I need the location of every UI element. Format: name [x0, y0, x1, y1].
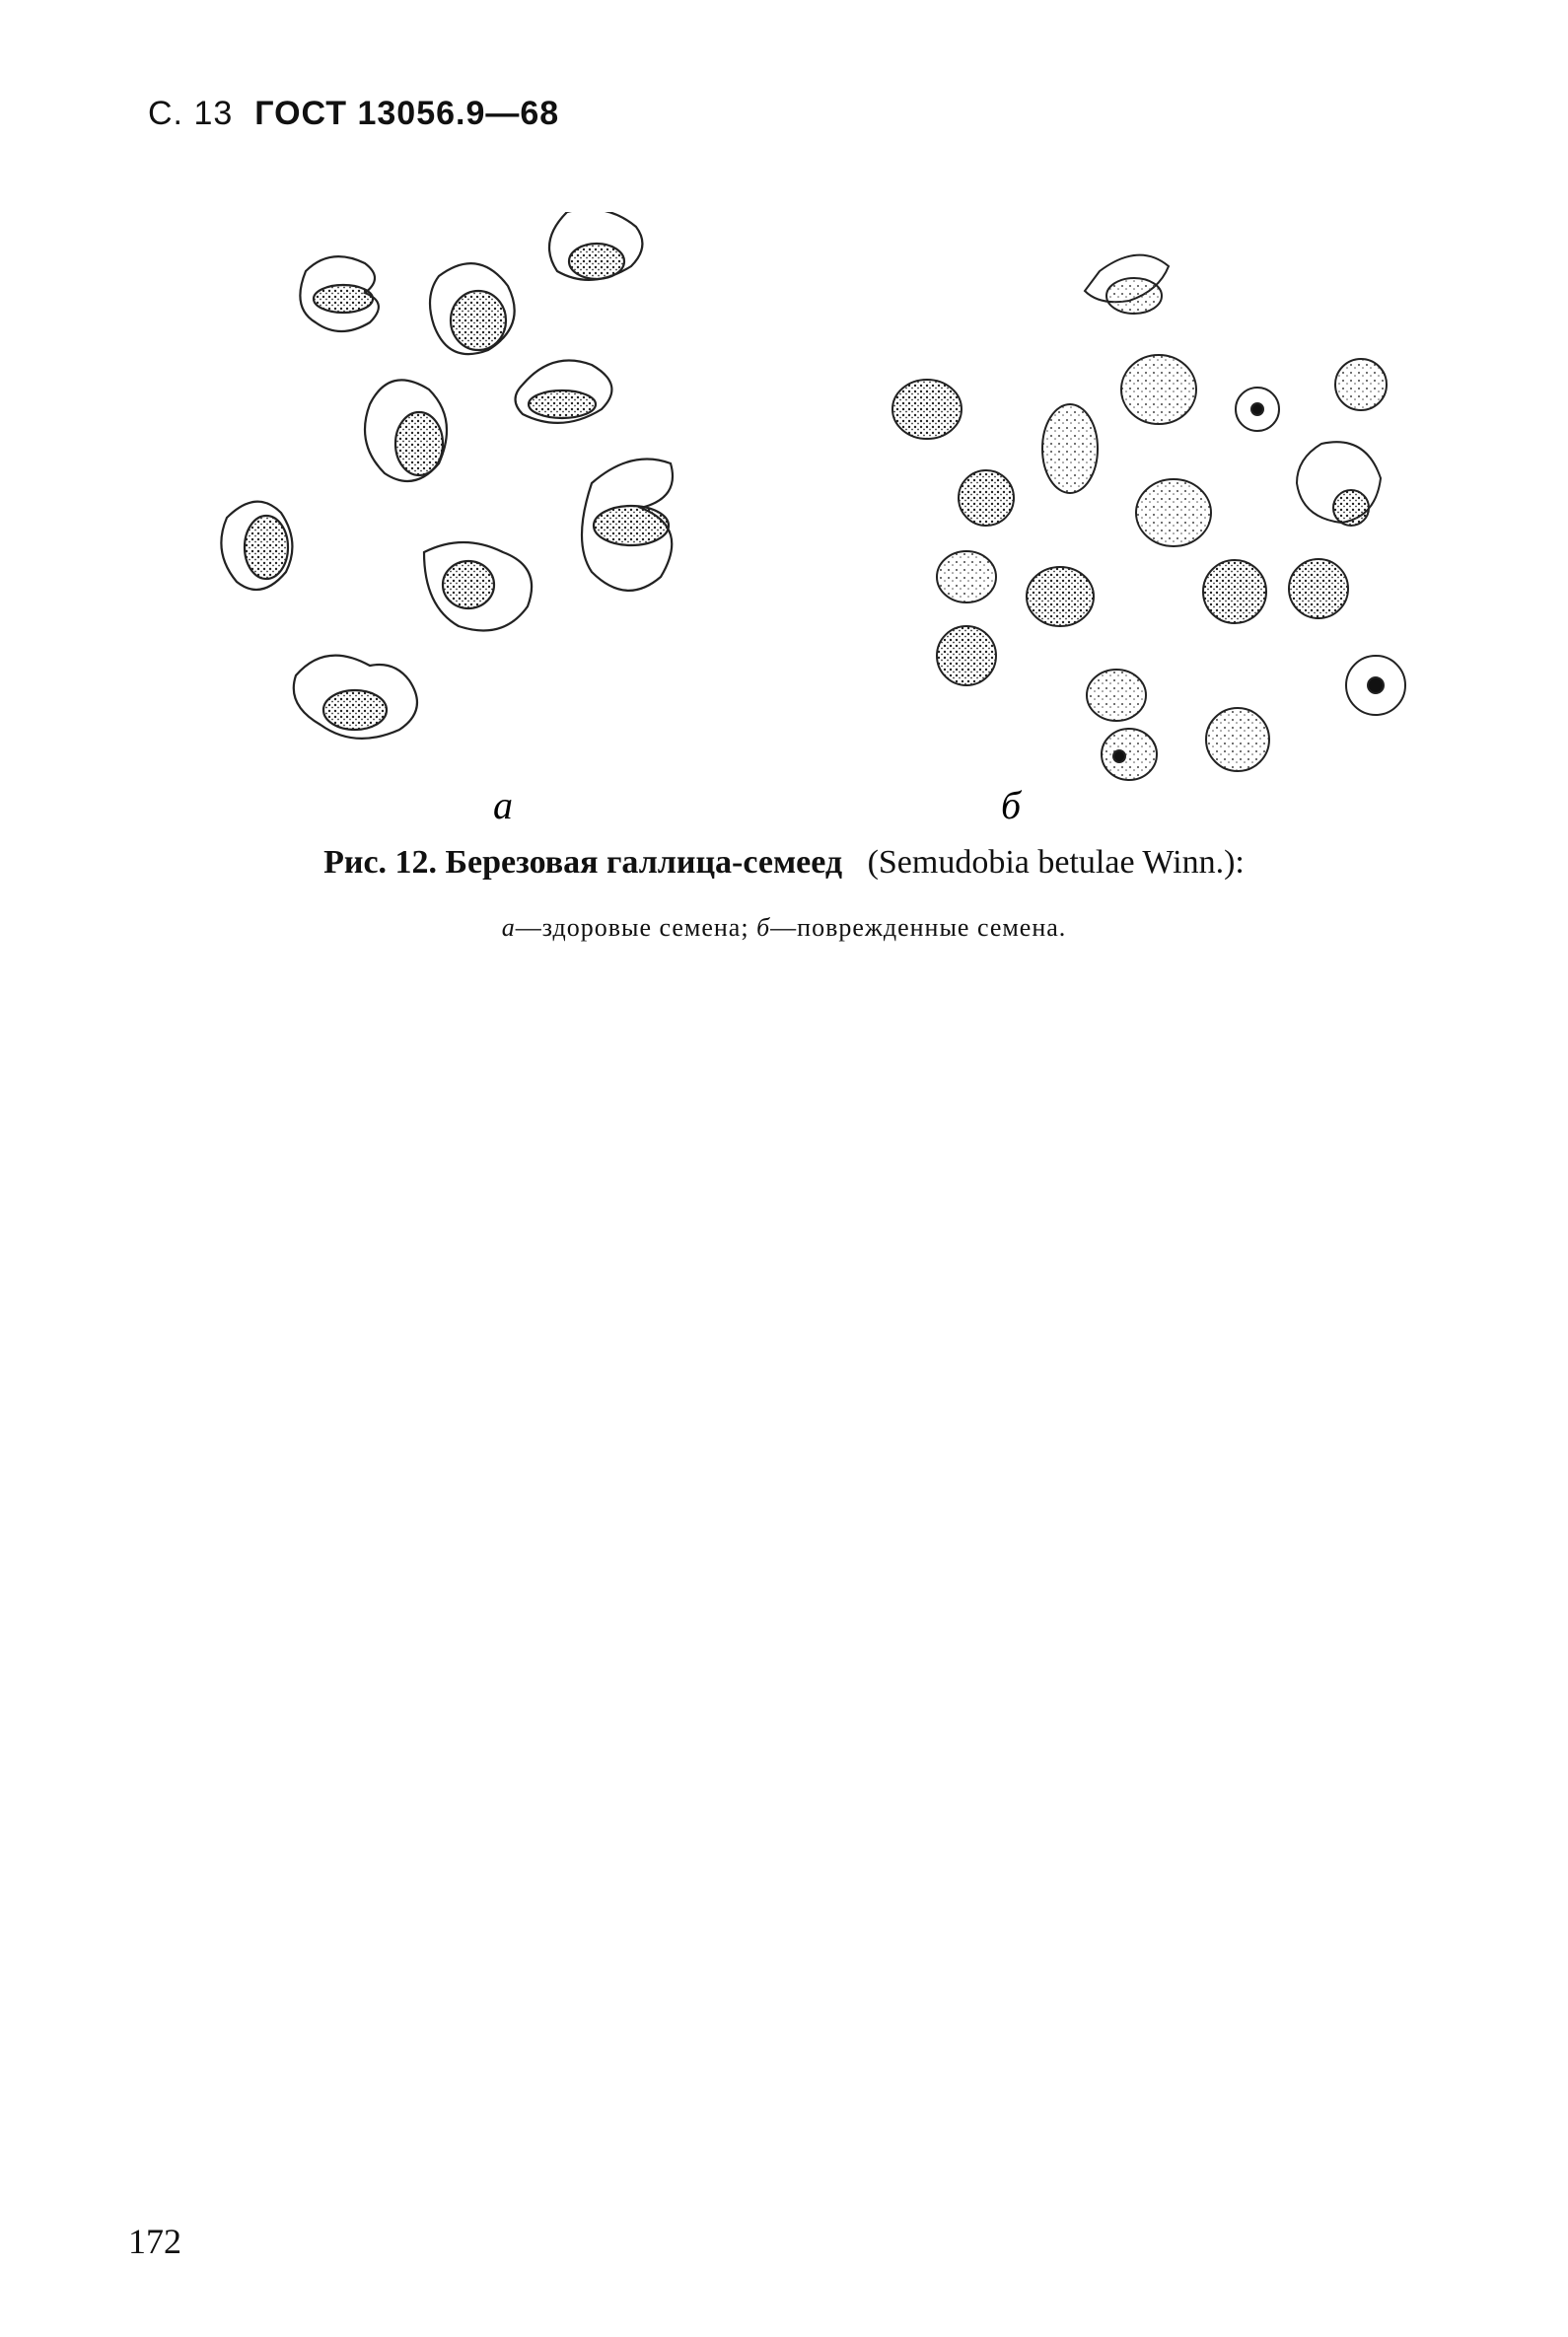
- damaged-seed: [937, 626, 996, 685]
- damaged-seed: [1203, 560, 1266, 623]
- figure-legend: [0, 913, 1568, 943]
- figure-caption: [0, 844, 1568, 882]
- healthy-seed: [516, 361, 612, 423]
- damaged-seed: [1027, 567, 1094, 626]
- healthy-seed: [549, 212, 642, 280]
- panel-a-seeds: [221, 212, 673, 739]
- caption-species: (Semudobia betulae Winn.):: [867, 844, 1245, 881]
- damaged-seed: [1289, 559, 1348, 618]
- healthy-seed: [300, 256, 379, 331]
- page-header: [148, 95, 559, 133]
- legend-a-text: —здоровые семена;: [515, 913, 749, 942]
- healthy-seed: [365, 380, 447, 481]
- damaged-seed: [1236, 388, 1279, 431]
- legend-b-letter: б: [756, 913, 771, 942]
- standard-number: ГОСТ 13056.9—68: [254, 95, 560, 132]
- damaged-seed: [1297, 442, 1381, 526]
- damaged-seed: [1136, 479, 1211, 546]
- panel-a-label: а: [493, 783, 513, 827]
- seed-illustration: [197, 212, 1469, 843]
- panel-b-seeds: [892, 255, 1405, 780]
- legend-b-text: —поврежденные семена.: [770, 913, 1067, 942]
- page-number: 172: [128, 2222, 181, 2261]
- panel-b-label: б: [1000, 783, 1022, 827]
- damaged-seed: [959, 470, 1014, 526]
- legend-a-letter: а: [501, 913, 516, 942]
- damaged-seed: [1085, 255, 1169, 314]
- damaged-seed: [937, 551, 996, 602]
- healthy-seed: [424, 542, 532, 631]
- damaged-seed: [1087, 670, 1146, 721]
- healthy-seed: [430, 263, 515, 354]
- damaged-seed: [1206, 708, 1269, 771]
- caption-lead: Рис. 12. Березовая галлица-семеед: [323, 844, 843, 881]
- damaged-seed: [1042, 404, 1098, 493]
- damaged-seed: [892, 380, 962, 439]
- healthy-seed: [294, 656, 417, 739]
- damaged-seed: [1121, 355, 1196, 424]
- healthy-seed: [582, 460, 673, 591]
- damaged-seed: [1335, 359, 1387, 410]
- healthy-seed: [221, 502, 292, 590]
- damaged-seed: [1102, 729, 1157, 780]
- damaged-seed: [1346, 656, 1405, 715]
- page-prefix: С. 13: [148, 95, 234, 132]
